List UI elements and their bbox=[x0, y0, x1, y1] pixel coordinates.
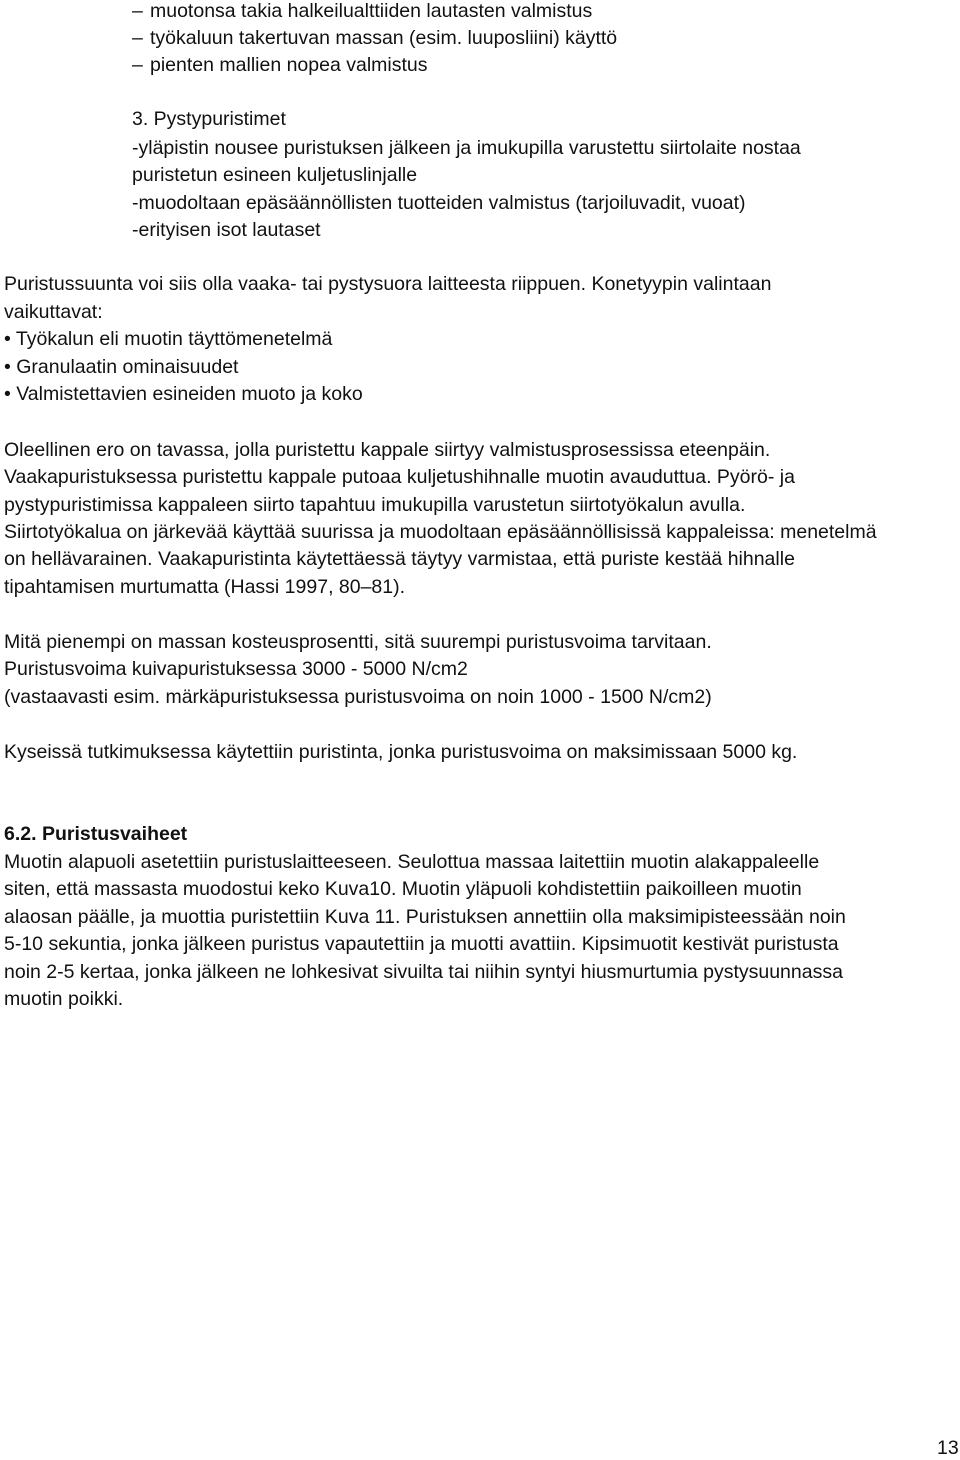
paragraph-line: (vastaavasti esim. märkäpuristuksessa puristusvoima on noin 1000 - 1500 N/cm2) bbox=[4, 686, 712, 708]
dash-marker: – bbox=[132, 0, 143, 22]
bullet-marker: • bbox=[4, 383, 11, 405]
section-heading: 6.2. Puristusvaiheet bbox=[4, 823, 188, 845]
paragraph-line: on hellävarainen. Vaakapuristinta käytettäessä täytyy varmistaa, että puriste kestää hihnalle bbox=[4, 548, 795, 570]
page-number: 13 bbox=[937, 1437, 959, 1459]
list-item-text: muotonsa takia halkeilualttiiden lautasten valmistus bbox=[150, 0, 593, 22]
list-item-text: pienten mallien nopea valmistus bbox=[150, 54, 428, 76]
bullet-item bbox=[4, 328, 332, 351]
section-line: Muotin alapuoli asetettiin puristuslaitteeseen. Seulottua massaa laitettiin muotin alakappaleelle bbox=[4, 851, 820, 873]
study-paragraph: Kyseissä tutkimuksessa käytettiin puristinta, jonka puristusvoima on maksimissaan 5000 kg. bbox=[4, 741, 798, 763]
list-item bbox=[0, 27, 960, 51]
bullet-item bbox=[4, 383, 363, 406]
dash-marker: – bbox=[132, 54, 143, 76]
section-line: puristetun esineen kuljetuslinjalle bbox=[132, 164, 418, 186]
section-line: -yläpistin nousee puristuksen jälkeen ja imukupilla varustettu siirtolaite nostaa bbox=[132, 137, 801, 159]
section-heading: 3. Pystypuristimet bbox=[132, 108, 286, 130]
paragraph-line: tipahtamisen murtumatta (Hassi 1997, 80–81). bbox=[4, 576, 406, 598]
paragraph-line: pystypuristimissa kappaleen siirto tapahtuu imukupilla varustetun siirtotyökalun avulla. bbox=[4, 494, 746, 516]
paragraph-line: Vaakapuristuksessa puristettu kappale putoaa kuljetushihnalle muotin avauduttua. Pyörö- ja bbox=[4, 466, 795, 488]
paragraph-line: Siirtotyökalua on järkevää käyttää suurissa ja muodoltaan epäsäännöllisissä kappaleissa: menetelmä bbox=[4, 521, 877, 543]
paragraph-line: Oleellinen ero on tavassa, jolla puristettu kappale siirtyy valmistusprosessissa eteenpäin. bbox=[4, 439, 771, 461]
list-item-text: työkaluun takertuvan massan (esim. luuposliini) käyttö bbox=[150, 27, 618, 49]
bullet-item bbox=[4, 356, 238, 379]
section-line: 5-10 sekuntia, jonka jälkeen puristus vapautettiin ja muotti avattiin. Kipsimuotit kestivät puristusta bbox=[4, 933, 839, 955]
list-item bbox=[0, 54, 960, 78]
paragraph-line: vaikuttavat: bbox=[4, 301, 103, 323]
paragraph-line: Puristussuunta voi siis olla vaaka- tai pystysuora laitteesta riippuen. Konetyypin valintaan bbox=[4, 273, 772, 295]
bullet-text: Työkalun eli muotin täyttömenetelmä bbox=[15, 328, 333, 350]
section-line: muotin poikki. bbox=[4, 988, 124, 1010]
bullet-marker: • bbox=[4, 356, 11, 378]
bullet-text: Granulaatin ominaisuudet bbox=[16, 356, 239, 378]
bullet-marker: • bbox=[4, 328, 11, 350]
section-line: alaosan päälle, ja muottia puristettiin Kuva 11. Puristuksen annettiin olla maksimipisteessään noin bbox=[4, 906, 846, 928]
section-line: noin 2-5 kertaa, jonka jälkeen ne lohkesivat sivuilta tai niihin syntyi hiusmurtumia pystysuunnassa bbox=[4, 961, 843, 983]
paragraph-line: Puristusvoima kuivapuristuksessa 3000 - 5000 N/cm2 bbox=[4, 658, 468, 680]
bullet-text: Valmistettavien esineiden muoto ja koko bbox=[16, 383, 363, 405]
section-line: -erityisen isot lautaset bbox=[132, 219, 321, 241]
dash-marker: – bbox=[132, 27, 143, 49]
section-line: -muodoltaan epäsäännöllisten tuotteiden valmistus (tarjoiluvadit, vuoat) bbox=[132, 192, 746, 214]
paragraph-line: Mitä pienempi on massan kosteusprosentti, sitä suurempi puristusvoima tarvitaan. bbox=[4, 631, 712, 653]
list-item bbox=[0, 0, 960, 24]
section-line: siten, että massasta muodostui keko Kuva10. Muotin yläpuoli kohdistettiin paikoilleen muotin bbox=[4, 878, 802, 900]
